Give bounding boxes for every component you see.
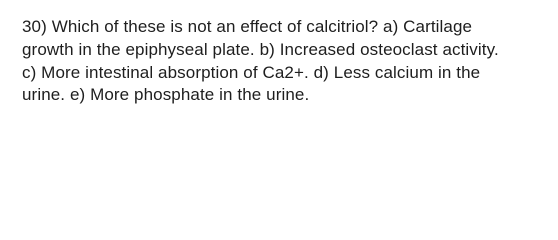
question-text — [22, 16, 552, 107]
question-line: growth in the epiphyseal plate. b) Increased osteoclast activity. — [22, 39, 499, 59]
question-line: 30) Which of these is not an effect of calcitriol? a) Cartilage — [22, 17, 473, 36]
question-line: c) More intestinal absorption of Ca2+. d) Less calcium in the — [22, 62, 481, 82]
question-line: urine. e) More phosphate in the urine. — [22, 85, 310, 105]
